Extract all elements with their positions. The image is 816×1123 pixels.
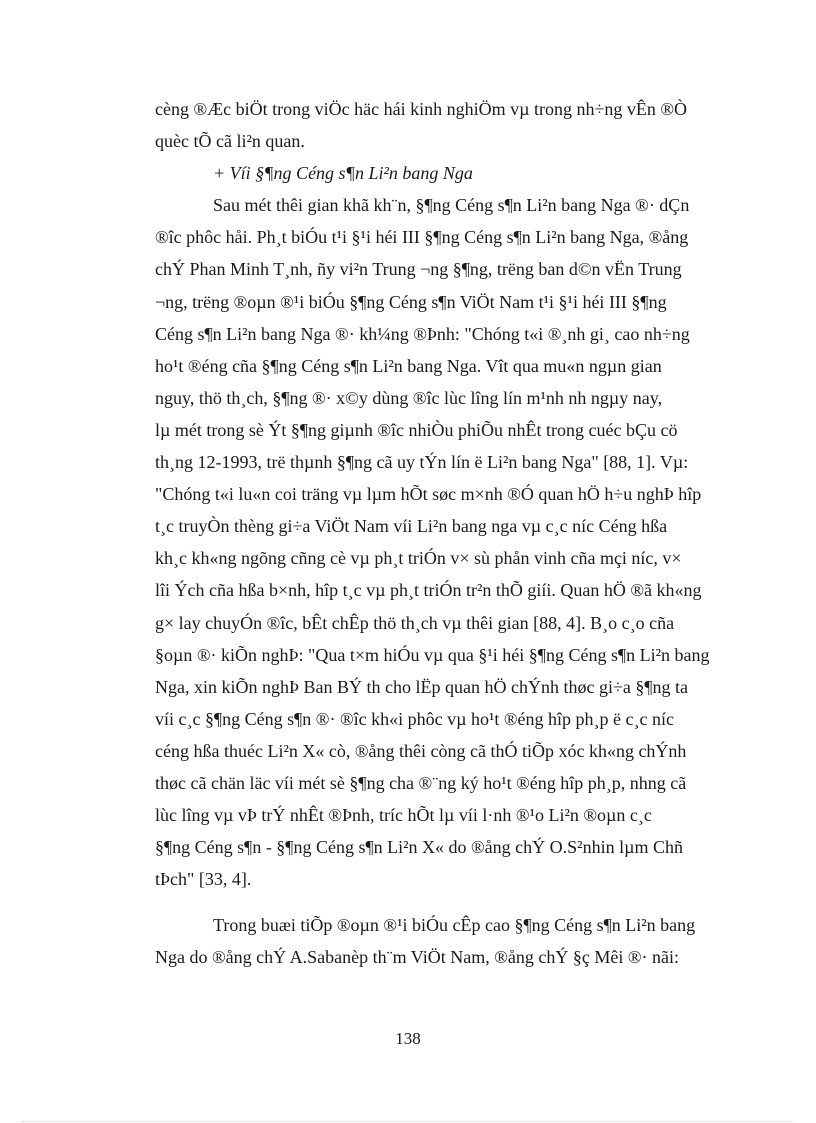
- text-line: Nga do ®ång chÝ A.Sabanèp th¨m ViÖt Nam, ®ång chÝ §ç Mêi ®· nãi:: [155, 947, 680, 968]
- paragraph-start: Trong buæi tiÕp ®oµn ®¹i biÓu cÊp cao §¶ng Céng s¶n Li²n bang: [213, 915, 696, 936]
- text-line: cèng ®Æc biÖt trong viÖc häc hái kinh nghiÖm vµ trong nh÷ng vÊn ®Ò: [155, 99, 688, 119]
- text-line: §¶ng Céng s¶n - §¶ng Céng s¶n Li²n X« do ®ång chÝ O.S²nhin lµm Chñ: [155, 837, 683, 858]
- section-heading: + Víi §¶ng Céng s¶n Li²n bang Nga: [213, 163, 473, 184]
- page-bottom-divider: [22, 1121, 794, 1122]
- text-line: ¬ng, trëng ®oµn ®¹i biÓu §¶ng Céng s¶n ViÖt Nam t¹i §¹i héi III §¶ng: [155, 291, 667, 312]
- text-line: lùc lîng vµ vÞ trÝ nhÊt ®Þnh, tríc hÕt lµ víi l·nh ®¹o Li²n ®oµn c¸c: [155, 805, 652, 826]
- text-line: chÝ Phan Minh T¸nh, ñy vi²n Trung ¬ng §¶ng, trëng ban d©n vËn Trung: [155, 259, 682, 280]
- text-line: lîi Ých cña hßa b×nh, hîp t¸c vµ ph¸t triÓn tr²n thÕ giíi. Quan hÖ ®ã kh«ng: [155, 580, 702, 601]
- text-line: víi c¸c §¶ng Céng s¶n ®· ®îc kh«i phôc vµ ho¹t ®éng hîp ph¸p ë c¸c níc: [155, 708, 674, 729]
- text-line: th¸ng 12-1993, trë thµnh §¶ng cã uy tÝn lín ë Li²n bang Nga" [88, 1]. Vµ:: [155, 452, 689, 473]
- paragraph-start: Sau mét thêi gian khã kh¨n, §¶ng Céng s¶n Li²n bang Nga ®· dÇn: [213, 195, 690, 216]
- text-line: "Chóng t«i lu«n coi träng vµ lµm hÕt søc m×nh ®Ó quan hÖ h÷u nghÞ hîp: [155, 484, 702, 505]
- text-line: céng hßa thuéc Li²n X« cò, ®ång thêi còng cã thÓ tiÕp xóc kh«ng chÝnh: [155, 740, 687, 761]
- page-number: 138: [395, 1029, 421, 1048]
- text-line: g× lay chuyÓn ®îc, bÊt chÊp thö th¸ch vµ thêi gian [88, 4]. B¸o c¸o cña: [155, 612, 675, 633]
- text-line: ®îc phôc håi. Ph¸t biÓu t¹i §¹i héi III §¶ng Céng s¶n Li²n bang Nga, ®ång: [155, 227, 689, 248]
- text-line: ho¹t ®éng cña §¶ng Céng s¶n Li²n bang Nga. Vît qua mu«n ngµn gian: [155, 355, 662, 376]
- text-line: Céng s¶n Li²n bang Nga ®· kh¼ng ®Þnh: "Chóng t«i ®¸nh gi¸ cao nh÷ng: [155, 323, 690, 344]
- text-line: quèc tÕ cã li²n quan.: [155, 131, 305, 152]
- text-line: lµ mét trong sè Ýt §¶ng giµnh ®îc nhiÒu phiÕu nhÊt trong cuéc bÇu cö: [155, 419, 678, 440]
- text-line: §oµn ®· kiÕn nghÞ: "Qua t×m hiÓu vµ qua §¹i héi §¶ng Céng s¶n Li²n bang: [155, 644, 710, 665]
- text-line: tÞch" [33, 4].: [155, 869, 252, 890]
- text-line: thøc cã chän läc víi mét sè §¶ng cha ®¨ng ký ho¹t ®éng hîp ph¸p, nhng cã: [155, 772, 687, 793]
- text-line: nguy, thö th¸ch, §¶ng ®· x©y dùng ®îc lùc lîng lín m¹nh nh ngµy nay,: [155, 387, 663, 408]
- text-line: t¸c truyÒn thèng gi÷a ViÖt Nam víi Li²n bang nga vµ c¸c níc Céng hßa: [155, 516, 668, 537]
- text-line: Nga, xin kiÕn nghÞ Ban BÝ th cho lËp quan hÖ chÝnh thøc gi÷a §¶ng ta: [155, 676, 688, 697]
- body-text: [155, 93, 739, 974]
- text-line: kh¸c kh«ng ngõng cñng cè vµ ph¸t triÓn v× sù phån vinh cña mçi níc, v×: [155, 548, 682, 569]
